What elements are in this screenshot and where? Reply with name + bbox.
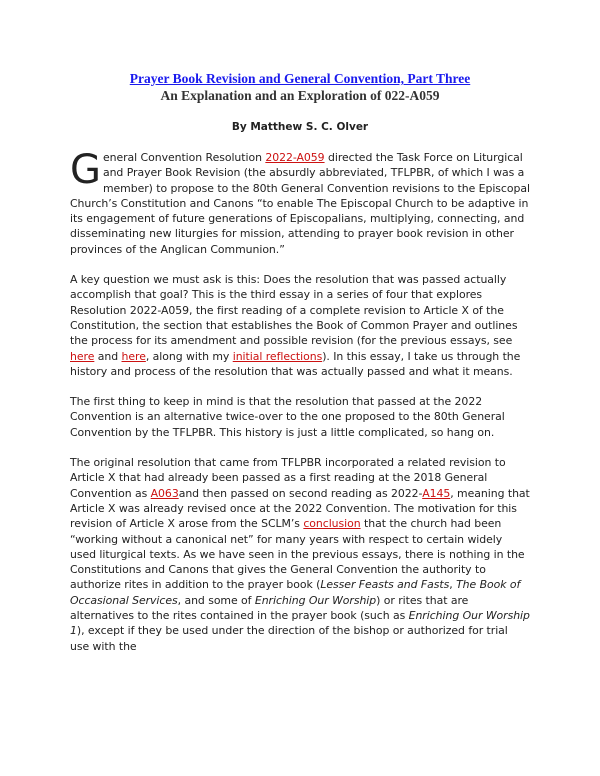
text-span: ) or rites that are alternatives to the rites contained in the prayer book (such as	[70, 593, 469, 623]
text-span: directed the Task Force on Liturgical and Prayer Book Revision (the absurdly abbreviated, TFLPBR, of which I was a member) to propose to the 80th General Convention revisions to the Episcopal Church’s Constitution and Canons “to enable The Episcopal Church to be adaptive in its engagement of future generations of Episcopalians, multiplying, connecting, and disseminating new liturgies for mission, attending to prayer book revision in other provinces of the Anglican Communion.”	[70, 151, 530, 256]
link-conclusion[interactable]: conclusion	[303, 517, 361, 531]
italic-title: Enriching Our Worship	[254, 593, 377, 607]
link-here-2[interactable]: here	[121, 349, 146, 363]
text-span: , meaning that Article X was already revised once at the 2022 Convention. The motivation for this revision of Article X arose from the SCLM’s	[70, 486, 530, 531]
drop-cap: G	[70, 147, 101, 193]
link-a063[interactable]: A063	[150, 486, 179, 500]
text-span: , along with my	[145, 349, 233, 363]
text-span: The original resolution that came from TFLPBR incorporated a related revision to Article X that had already been passed as a first reading at the 2018 General Convention as	[70, 456, 506, 500]
link-initial-reflections[interactable]: initial reflections	[232, 349, 323, 363]
text-span: ), except if they be used under the direction of the bishop or authorized for trial use with the	[70, 624, 508, 653]
paragraph-1	[70, 147, 530, 257]
article-body	[70, 147, 530, 654]
title-link[interactable]: Prayer Book Revision and General Convention, Part Three	[129, 71, 471, 86]
text-span: ,	[449, 578, 457, 592]
link-a145[interactable]: A145	[422, 486, 451, 500]
text-span: A key question we must ask is this: Does the resolution that was passed actually accomplish that goal? This is the third essay in a series of four that explores Resolution 2022-A059, the first reading of a complete revision to Article X of the Constitution, the section that establishes the Book of Common Prayer and outlines the process for its amendment and possible revision (for the previous essays, see	[70, 273, 518, 348]
page-title	[70, 70, 530, 87]
title-block	[70, 70, 530, 104]
text-span: The first thing to keep in mind is that the resolution that passed at the 2022 Convention is an alternative twice-over to the one proposed to the 80th General Convention by the TFLPBR. This history is just a little complicated, so hang on.	[70, 395, 505, 439]
text-span: that the church had been “working without a canonical net” for many years with respect to certain widely used liturgical texts. As we have seen in the previous essays, there is nothing in the Constitutions and Canons that gives the General Convention the authority to authorize rites in addition to the prayer book (	[70, 517, 525, 592]
byline: By Matthew S. C. Olver	[231, 121, 369, 133]
text-span: and	[94, 349, 122, 363]
page-subtitle: An Explanation and an Exploration of 022-A059	[160, 88, 440, 103]
italic-title: The Book of Occasional Services	[70, 578, 521, 607]
paragraph-4	[70, 455, 530, 654]
paragraph-3	[70, 394, 530, 440]
text-span: ). In this essay, I take us through the history and process of the resolution that was actually passed and what it means.	[70, 349, 521, 378]
text-span: , and some of	[177, 593, 255, 607]
italic-title: Enriching Our Worship 1	[70, 609, 530, 638]
text-span: and then passed on second reading as 2022-	[178, 486, 423, 500]
paragraph-2	[70, 272, 530, 379]
link-here-1[interactable]: here	[70, 349, 95, 363]
italic-title: Lesser Feasts and Fasts	[320, 578, 450, 592]
link-2022-a059[interactable]: 2022-A059	[265, 151, 325, 164]
text-span: eneral Convention Resolution	[102, 151, 266, 164]
